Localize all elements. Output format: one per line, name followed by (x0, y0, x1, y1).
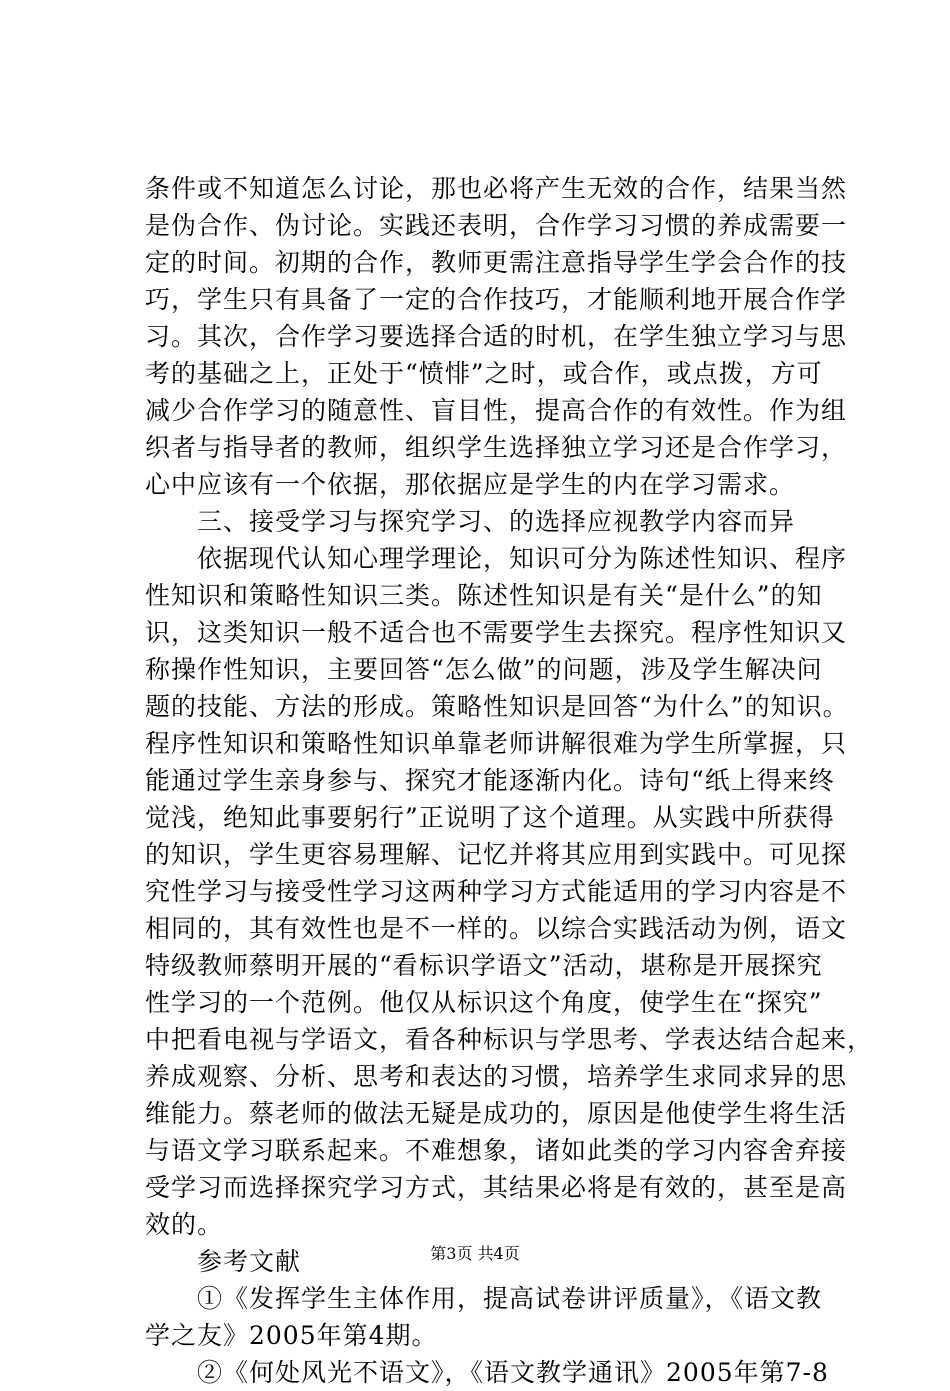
text-line: 性知识和策略性知识三类。陈述性知识是有关“是什么”的知 (145, 581, 823, 610)
text-line: 觉浅，绝知此事要躬行”正说明了这个道理。从实践中所获得 (145, 803, 835, 832)
text-line: 织者与指导者的教师，组织学生选择独立学习还是合作学习， (145, 433, 848, 462)
text-line: 中把看电视与学语文，看各种标识与学思考、学表达结合起来， (145, 1025, 874, 1054)
reference-item: ②《何处风光不语文》，《语文教学通讯》2005年第7-8 (145, 1358, 829, 1387)
text-line: 效的。 (145, 1210, 224, 1239)
text-line: 养成观察、分析、思考和表达的习惯，培养学生求同求异的思 (145, 1062, 848, 1091)
text-line: 定的时间。初期的合作，教师更需注意指导学生学会合作的技 (145, 248, 848, 277)
text-line: 特级教师蔡明开展的“看标识学语文”活动，堪称是开展探究 (145, 951, 823, 980)
references-heading: 参考文献 (145, 1247, 302, 1276)
text-line: 究性学习与接受性学习这两种学习方式能适用的学习内容是不 (145, 877, 848, 906)
text-line: 相同的，其有效性也是不一样的。以综合实践活动为例，语文 (145, 914, 848, 943)
text-line: 是伪合作、伪讨论。实践还表明，合作学习习惯的养成需要一 (145, 211, 848, 240)
text-line: 称操作性知识，主要回答“怎么做”的问题，涉及学生解决问 (145, 655, 823, 684)
document-body (145, 170, 874, 1391)
section-heading: 三、接受学习与探究学习、的选择应视教学内容而异 (145, 507, 796, 536)
page-footer: 第3页 共4页 (430, 1244, 520, 1263)
text-line: 维能力。蔡老师的做法无疑是成功的，原因是他使学生将生活 (145, 1099, 848, 1128)
text-line: 能通过学生亲身参与、探究才能逐渐内化。诗句“纸上得来终 (145, 766, 835, 795)
text-line: 程序性知识和策略性知识单靠老师讲解很难为学生所掌握，只 (145, 729, 848, 758)
text-line: 减少合作学习的随意性、盲目性，提高合作的有效性。作为组 (145, 396, 848, 425)
text-line: 性学习的一个范例。他仅从标识这个角度，使学生在“探究” (145, 988, 823, 1017)
text-line: 的知识，学生更容易理解、记忆并将其应用到实践中。可见探 (145, 840, 848, 869)
text-line: 识，这类知识一般不适合也不需要学生去探究。程序性知识又 (145, 618, 848, 647)
reference-item: 学之友》2005年第4期。 (145, 1321, 438, 1350)
reference-item: ①《发挥学生主体作用，提高试卷讲评质量》，《语文教 (145, 1284, 823, 1313)
text-line: 条件或不知道怎么讨论，那也必将产生无效的合作，结果当然 (145, 174, 848, 203)
text-line: 习。其次，合作学习要选择合适的时机，在学生独立学习与思 (145, 322, 848, 351)
text-line: 与语文学习联系起来。不难想象，诸如此类的学习内容舍弃接 (145, 1136, 848, 1165)
text-line: 依据现代认知心理学理论，知识可分为陈述性知识、程序 (145, 544, 848, 573)
text-line: 题的技能、方法的形成。策略性知识是回答“为什么”的知识。 (145, 692, 849, 721)
text-line: 受学习而选择探究学习方式，其结果必将是有效的，甚至是高 (145, 1173, 848, 1202)
text-line: 心中应该有一个依据，那依据应是学生的内在学习需求。 (145, 470, 796, 499)
text-line: 考的基础之上，正处于“愤悱”之时，或合作，或点拨，方可 (145, 359, 823, 388)
text-line: 巧，学生只有具备了一定的合作技巧，才能顺利地开展合作学 (145, 285, 848, 314)
